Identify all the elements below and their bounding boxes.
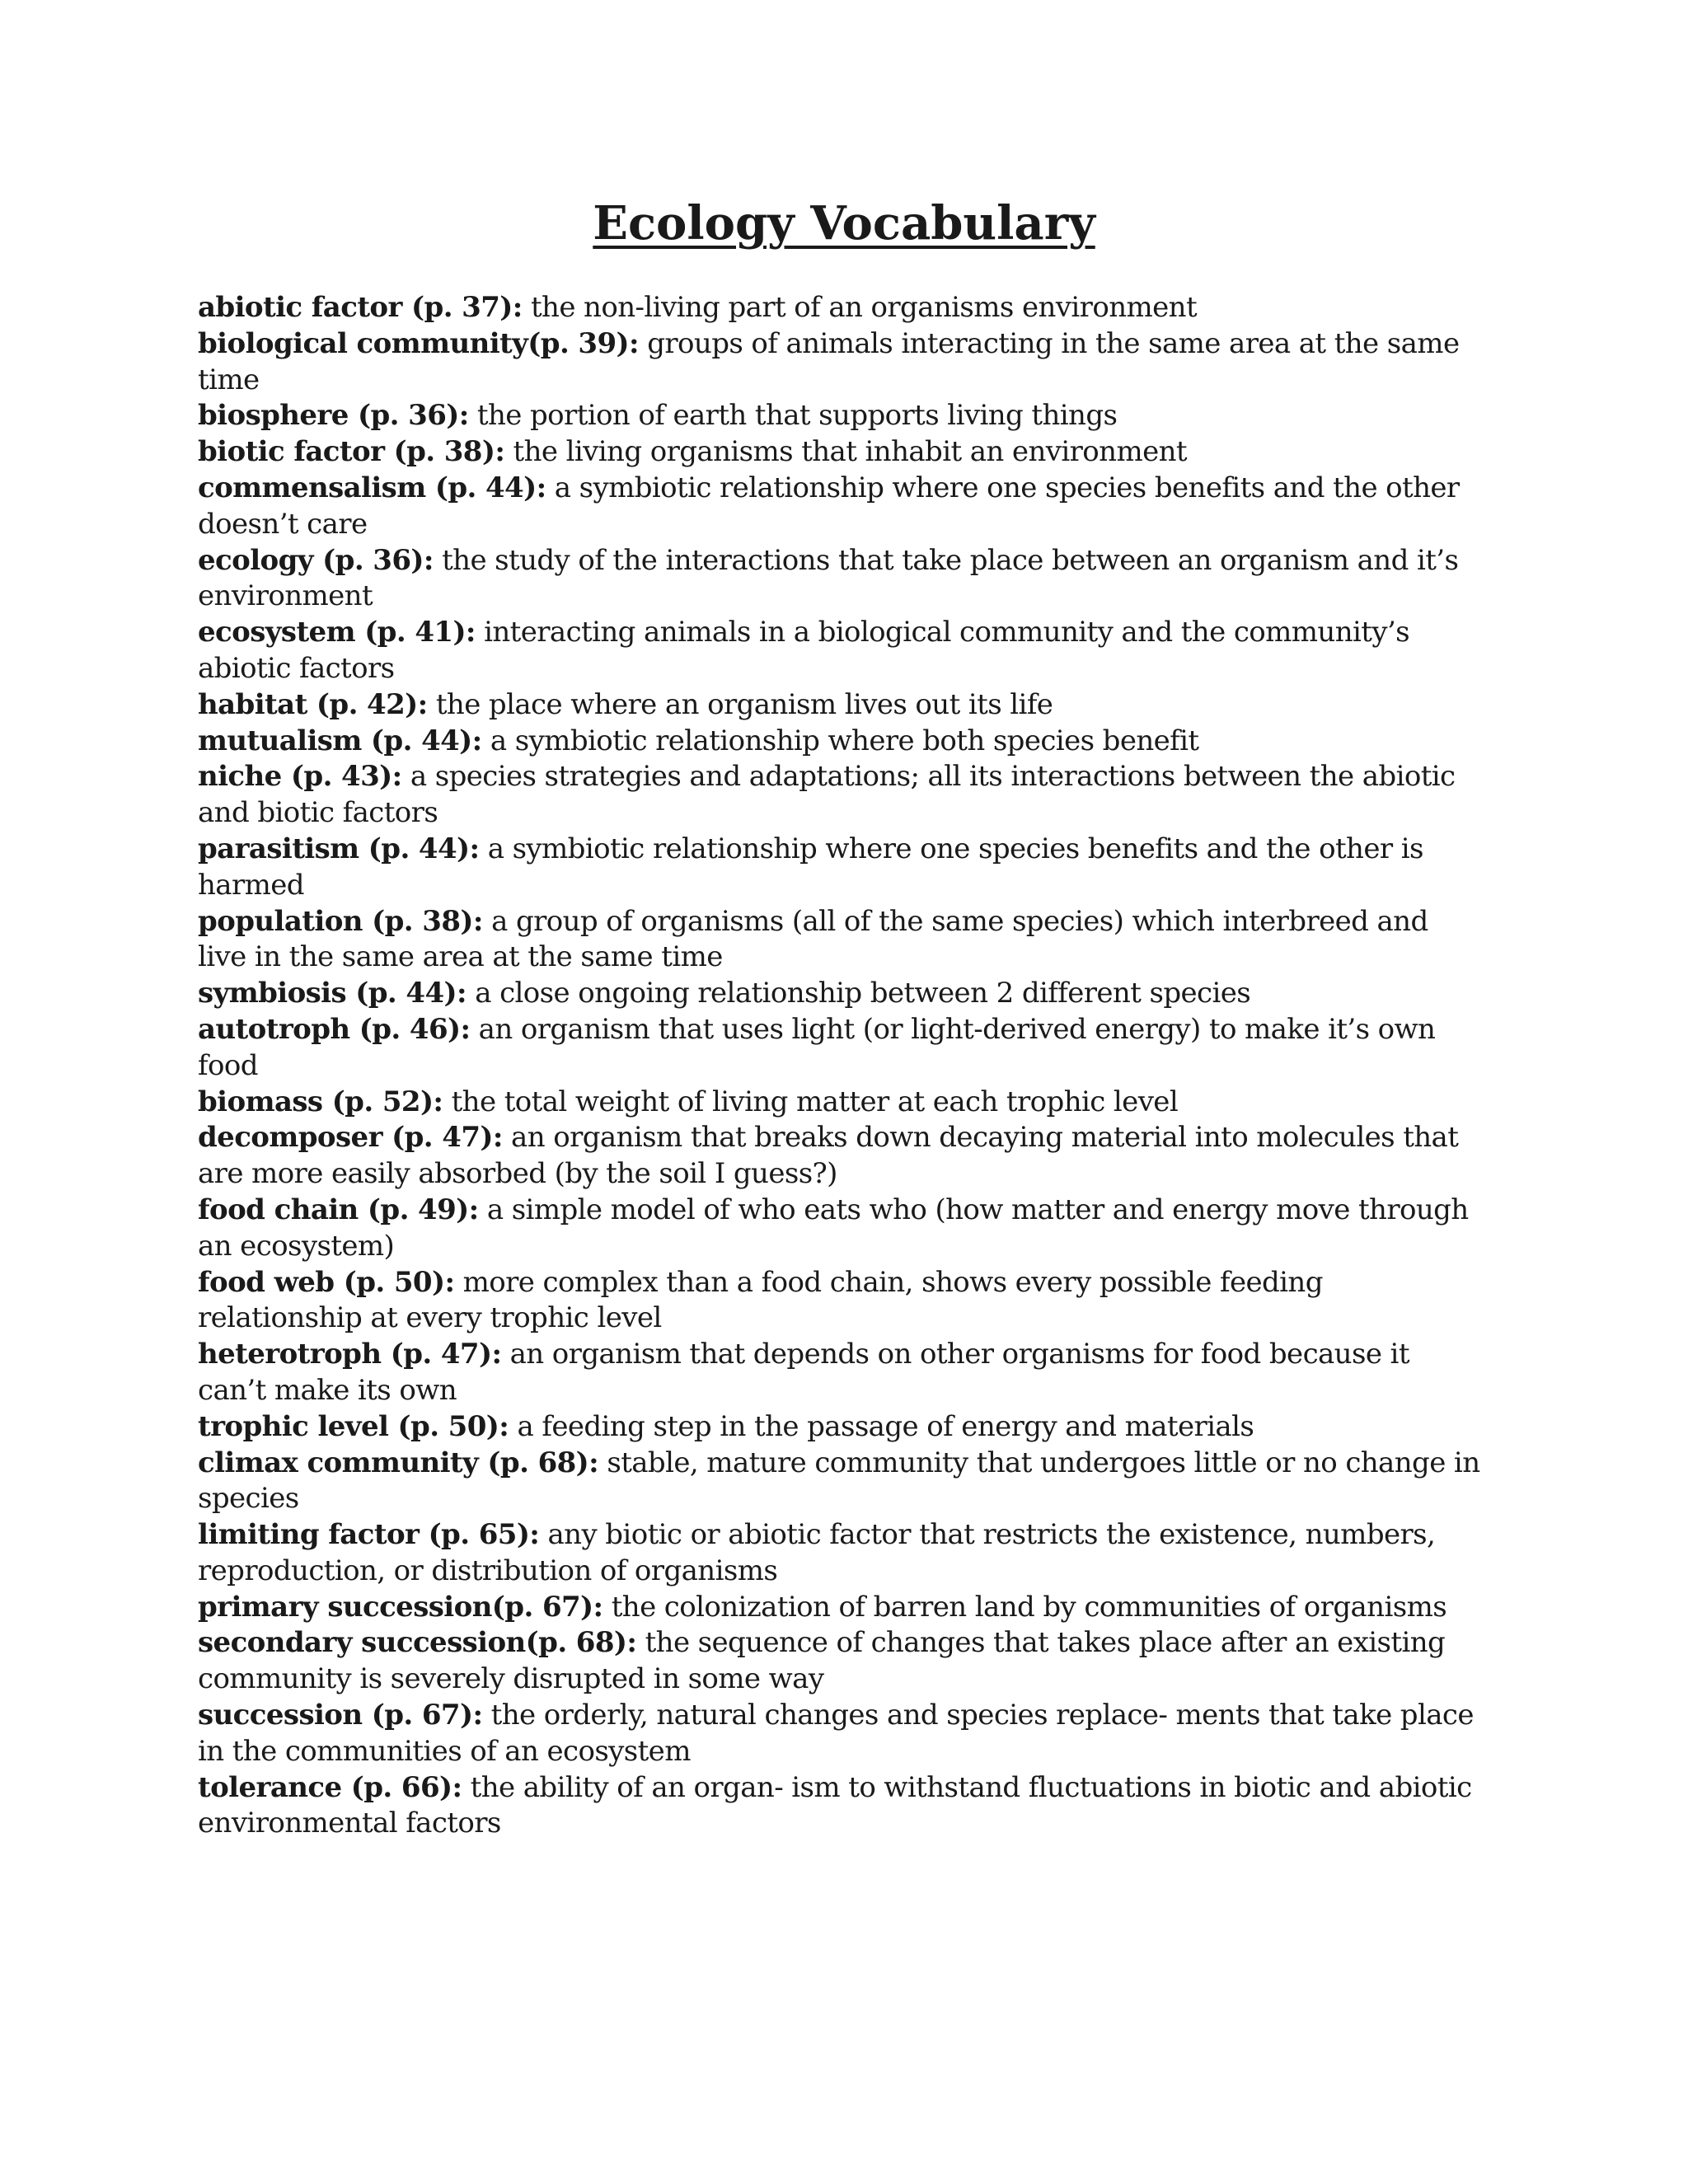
vocab-term: primary succession(p. 67):	[198, 1590, 603, 1624]
vocab-term: climax community (p. 68):	[198, 1446, 599, 1479]
vocabulary-list	[198, 290, 1484, 1842]
vocab-entry	[198, 290, 1484, 326]
vocab-entry	[198, 1265, 1484, 1338]
vocab-entry	[198, 1193, 1484, 1265]
vocab-definition: the place where an organism lives out its life	[435, 687, 1053, 721]
vocab-term: ecosystem (p. 41):	[198, 616, 476, 649]
vocab-definition: the non-living part of an organisms environment	[530, 291, 1198, 324]
vocab-entry	[198, 1517, 1484, 1590]
vocab-entry	[198, 687, 1484, 724]
vocab-definition: an organism that uses light (or light-derived energy) to make it’s own food	[198, 1012, 1436, 1082]
vocab-entry	[198, 1590, 1484, 1626]
vocab-definition: groups of animals interacting in the same area at the same time	[198, 326, 1460, 396]
vocab-entry	[198, 1625, 1484, 1698]
vocab-definition: the colonization of barren land by communities of organisms	[611, 1590, 1447, 1624]
vocab-term: decomposer (p. 47):	[198, 1121, 503, 1155]
vocab-term: succession (p. 67):	[198, 1699, 483, 1732]
vocab-definition: stable, mature community that undergoes little or no change in species	[198, 1446, 1480, 1516]
vocab-term: biosphere (p. 36):	[198, 399, 469, 433]
vocab-definition: the sequence of changes that takes place after an existing community is severely disrupted in some way	[198, 1626, 1446, 1696]
vocab-entry	[198, 1698, 1484, 1770]
vocab-term: heterotroph (p. 47):	[198, 1338, 502, 1371]
vocab-term: parasitism (p. 44):	[198, 832, 480, 865]
vocab-entry	[198, 1120, 1484, 1193]
vocab-term: limiting factor (p. 65):	[198, 1518, 540, 1552]
vocab-definition: the total weight of living matter at each trophic level	[451, 1085, 1179, 1118]
vocab-term: biomass (p. 52):	[198, 1085, 443, 1118]
vocab-entry	[198, 904, 1484, 977]
vocab-entry	[198, 471, 1484, 543]
vocab-entry	[198, 615, 1484, 687]
page-title-text: Ecology Vocabulary	[593, 196, 1095, 251]
vocab-term: food web (p. 50):	[198, 1265, 455, 1299]
vocab-definition: the portion of earth that supports living things	[476, 399, 1118, 433]
vocab-entry	[198, 434, 1484, 471]
vocab-term: tolerance (p. 66):	[198, 1770, 462, 1804]
vocab-entry	[198, 976, 1484, 1012]
vocab-definition: the ability of an organ- ism to withstand fluctuations in biotic and abiotic environmental factors	[198, 1770, 1472, 1840]
vocab-definition: an organism that breaks down decaying material into molecules that are more easily absorbed (by the soil I guess?)	[198, 1121, 1459, 1191]
vocab-term: biological community(p. 39):	[198, 326, 639, 360]
vocab-definition: a group of organisms (all of the same species) which interbreed and live in the same area at the same time	[198, 904, 1428, 974]
vocab-definition: a simple model of who eats who (how matter and energy move through an ecosystem)	[198, 1193, 1469, 1263]
vocab-term: food chain (p. 49):	[198, 1193, 479, 1226]
vocab-term: trophic level (p. 50):	[198, 1409, 509, 1443]
vocab-term: commensalism (p. 44):	[198, 471, 546, 504]
vocab-term: abiotic factor (p. 37):	[198, 291, 523, 324]
vocab-definition: a close ongoing relationship between 2 different species	[475, 977, 1251, 1010]
vocab-entry	[198, 1446, 1484, 1518]
vocab-definition: a feeding step in the passage of energy and materials	[517, 1409, 1254, 1443]
vocab-definition: a symbiotic relationship where one species benefits and the other doesn’t care	[198, 471, 1460, 541]
vocab-definition: a species strategies and adaptations; all its interactions between the abiotic and biotic factors	[198, 760, 1456, 830]
vocab-term: ecology (p. 36):	[198, 543, 434, 577]
vocab-definition: the study of the interactions that take place between an organism and it’s environment	[198, 543, 1459, 613]
vocab-term: autotroph (p. 46):	[198, 1012, 471, 1046]
vocab-entry	[198, 1337, 1484, 1409]
vocab-entry	[198, 1012, 1484, 1085]
vocab-entry	[198, 1085, 1484, 1121]
vocab-entry	[198, 724, 1484, 760]
vocab-term: habitat (p. 42):	[198, 687, 428, 721]
vocab-term: population (p. 38):	[198, 904, 483, 938]
vocab-entry	[198, 398, 1484, 434]
vocab-entry	[198, 543, 1484, 616]
vocab-definition: more complex than a food chain, shows every possible feeding relationship at every trophic level	[198, 1265, 1323, 1335]
vocab-entry	[198, 1409, 1484, 1446]
vocab-term: symbiosis (p. 44):	[198, 977, 467, 1010]
vocab-definition: an organism that depends on other organisms for food because it can’t make its own	[198, 1338, 1409, 1407]
vocab-definition: the orderly, natural changes and species replace- ments that take place in the communities of an ecosystem	[198, 1699, 1474, 1768]
vocab-definition: a symbiotic relationship where one species benefits and the other is harmed	[198, 832, 1423, 902]
vocab-term: mutualism (p. 44):	[198, 724, 482, 757]
vocab-entry	[198, 1770, 1484, 1843]
vocab-term: secondary succession(p. 68):	[198, 1626, 637, 1660]
vocab-entry	[198, 326, 1484, 399]
vocab-definition: interacting animals in a biological community and the community’s abiotic factors	[198, 616, 1410, 685]
vocab-term: niche (p. 43):	[198, 760, 402, 794]
vocab-definition: any biotic or abiotic factor that restricts the existence, numbers, reproduction, or distribution of organisms	[198, 1518, 1436, 1587]
vocab-definition: the living organisms that inhabit an environment	[513, 435, 1187, 469]
vocab-definition: a symbiotic relationship where both species benefit	[490, 724, 1199, 757]
page-title	[0, 194, 1688, 252]
vocab-entry	[198, 832, 1484, 904]
vocab-entry	[198, 759, 1484, 832]
vocab-term: biotic factor (p. 38):	[198, 435, 505, 469]
